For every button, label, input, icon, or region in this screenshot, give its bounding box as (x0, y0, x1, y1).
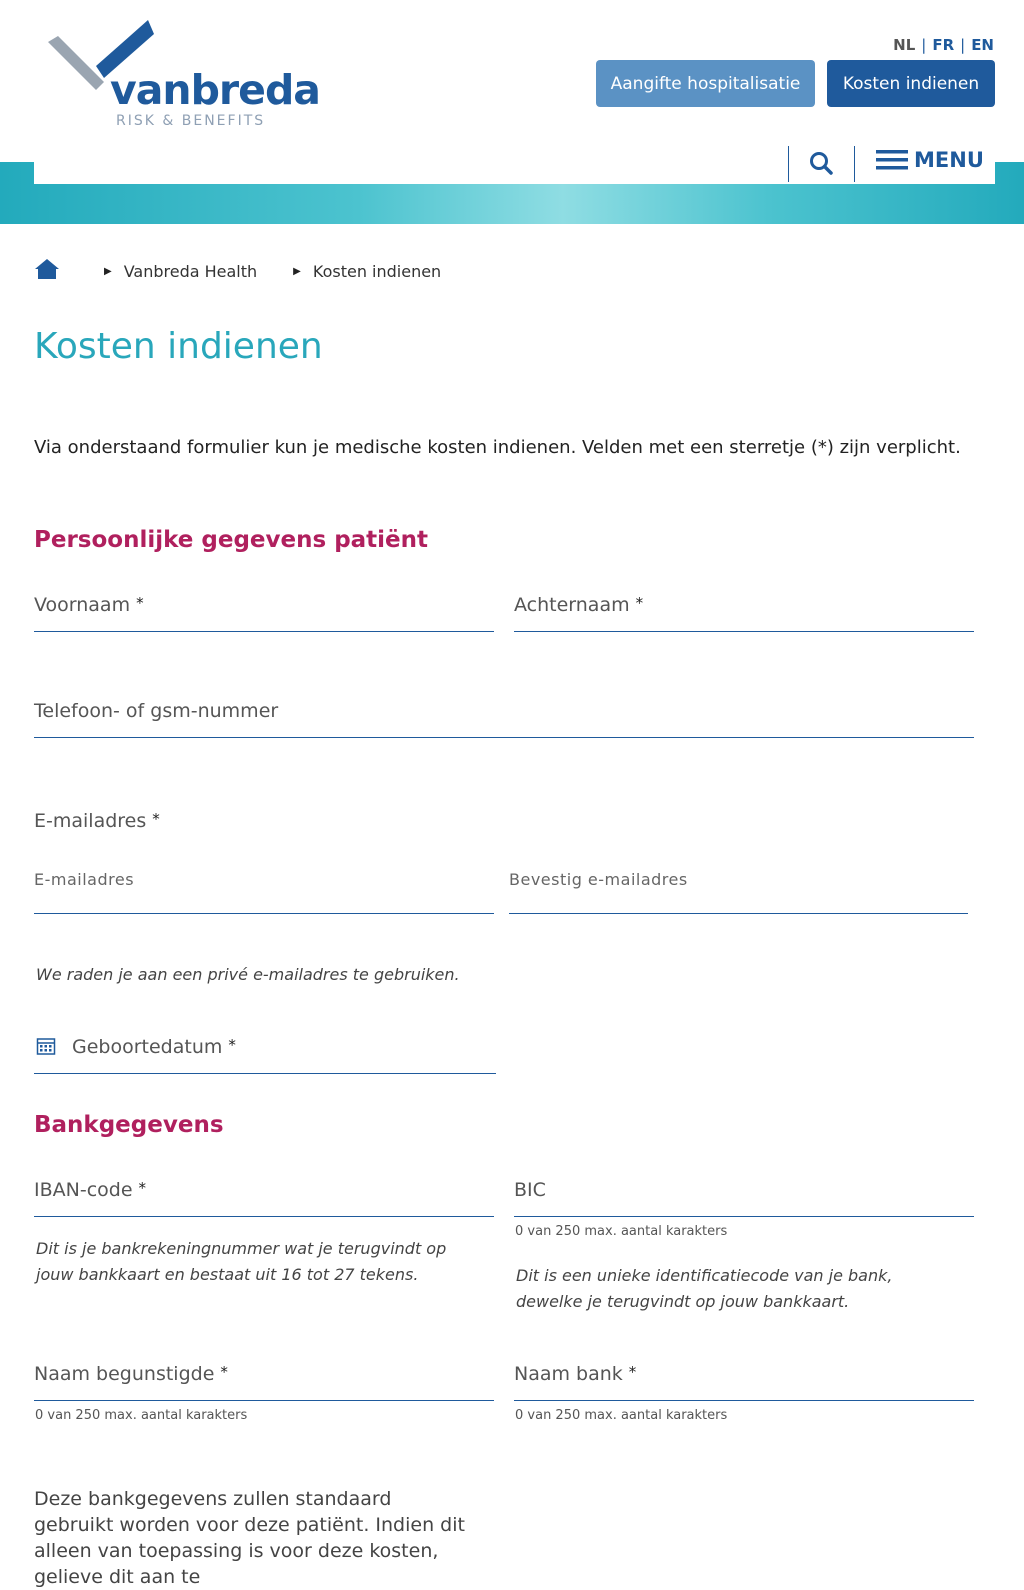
home-icon[interactable] (34, 258, 60, 284)
menu-label: MENU (914, 148, 984, 172)
achternaam-field[interactable] (514, 592, 974, 632)
email-placeholder: E-mailadres (34, 870, 135, 889)
search-icon[interactable] (808, 150, 834, 180)
lang-separator: | (921, 36, 927, 54)
breadcrumb-arrow-icon: ▶ (104, 265, 112, 277)
bic-char-count: 0 van 250 max. aantal karakters (515, 1224, 728, 1239)
naam-begunstigde-char-count: 0 van 250 max. aantal karakters (35, 1408, 248, 1423)
geboortedatum-field[interactable] (34, 1034, 496, 1074)
vanbreda-logo[interactable] (44, 16, 320, 134)
naam-bank-field[interactable] (514, 1361, 974, 1401)
iban-field[interactable] (34, 1177, 494, 1217)
section-heading-bank: Bankgegevens (34, 1112, 224, 1138)
bank-note: Deze bankgegevens zullen standaard gebruikt worden voor deze patiënt. Indien dit alleen van toepassing is voor deze kosten, gelieve dit aan te (34, 1488, 465, 1588)
bic-label: BIC (514, 1179, 546, 1201)
aangifte-hospitalisatie-button[interactable]: Aangifte hospitalisatie (596, 60, 815, 107)
nav-divider (788, 146, 789, 182)
lang-separator: | (960, 36, 966, 54)
calendar-icon[interactable] (36, 1036, 56, 1060)
lang-fr[interactable]: FR (932, 36, 955, 54)
telefoon-field[interactable] (34, 698, 974, 738)
iban-hint: Dit is je bankrekeningnummer wat je terugvindt op jouw bankkaart en bestaat uit 16 tot 27 tekens. (36, 1239, 447, 1284)
logo-tagline: RISK & BENEFITS (116, 113, 266, 129)
naam-bank-char-count: 0 van 250 max. aantal karakters (515, 1408, 728, 1423)
email-input[interactable] (34, 868, 494, 914)
iban-label: IBAN-code * (34, 1179, 147, 1201)
hamburger-icon (876, 148, 910, 172)
nav-divider (854, 146, 855, 182)
lang-nl[interactable]: NL (893, 36, 916, 54)
breadcrumb-arrow-icon: ▶ (293, 265, 301, 277)
telefoon-label: Telefoon- of gsm-nummer (34, 700, 279, 722)
intro-text: Via onderstaand formulier kun je medische kosten indienen. Velden met een sterretje (*) zijn verplicht. (34, 437, 961, 458)
language-switcher (893, 36, 994, 54)
email-confirm-placeholder: Bevestig e-mailadres (509, 870, 688, 889)
logo-wordmark: vanbreda (110, 66, 320, 114)
naam-bank-label: Naam bank * (514, 1363, 637, 1385)
geboortedatum-label: Geboortedatum * (72, 1036, 236, 1058)
email-confirm-input[interactable] (509, 868, 968, 914)
email-hint: We raden je aan een privé e-mailadres te gebruiken. (36, 965, 460, 984)
naam-begunstigde-label: Naam begunstigde * (34, 1363, 228, 1385)
section-heading-personal: Persoonlijke gegevens patiënt (34, 527, 429, 553)
bic-hint: Dit is een unieke identificatiecode van je bank, dewelke je terugvindt op jouw bankkaart. (516, 1266, 893, 1311)
breadcrumb-current: Kosten indienen (312, 261, 442, 281)
nav-bar (34, 140, 995, 184)
breadcrumb-vanbreda-health[interactable]: Vanbreda Health (123, 261, 258, 281)
menu-button[interactable] (876, 148, 984, 172)
bic-field[interactable] (514, 1177, 974, 1217)
lang-en[interactable]: EN (971, 36, 994, 54)
kosten-indienen-button[interactable]: Kosten indienen (827, 60, 995, 107)
breadcrumb (34, 258, 441, 284)
voornaam-field[interactable] (34, 592, 494, 632)
achternaam-label: Achternaam * (514, 594, 644, 616)
page-title: Kosten indienen (34, 326, 323, 367)
email-group-label: E-mailadres * (34, 810, 160, 832)
voornaam-label: Voornaam * (34, 594, 144, 616)
naam-begunstigde-field[interactable] (34, 1361, 494, 1401)
